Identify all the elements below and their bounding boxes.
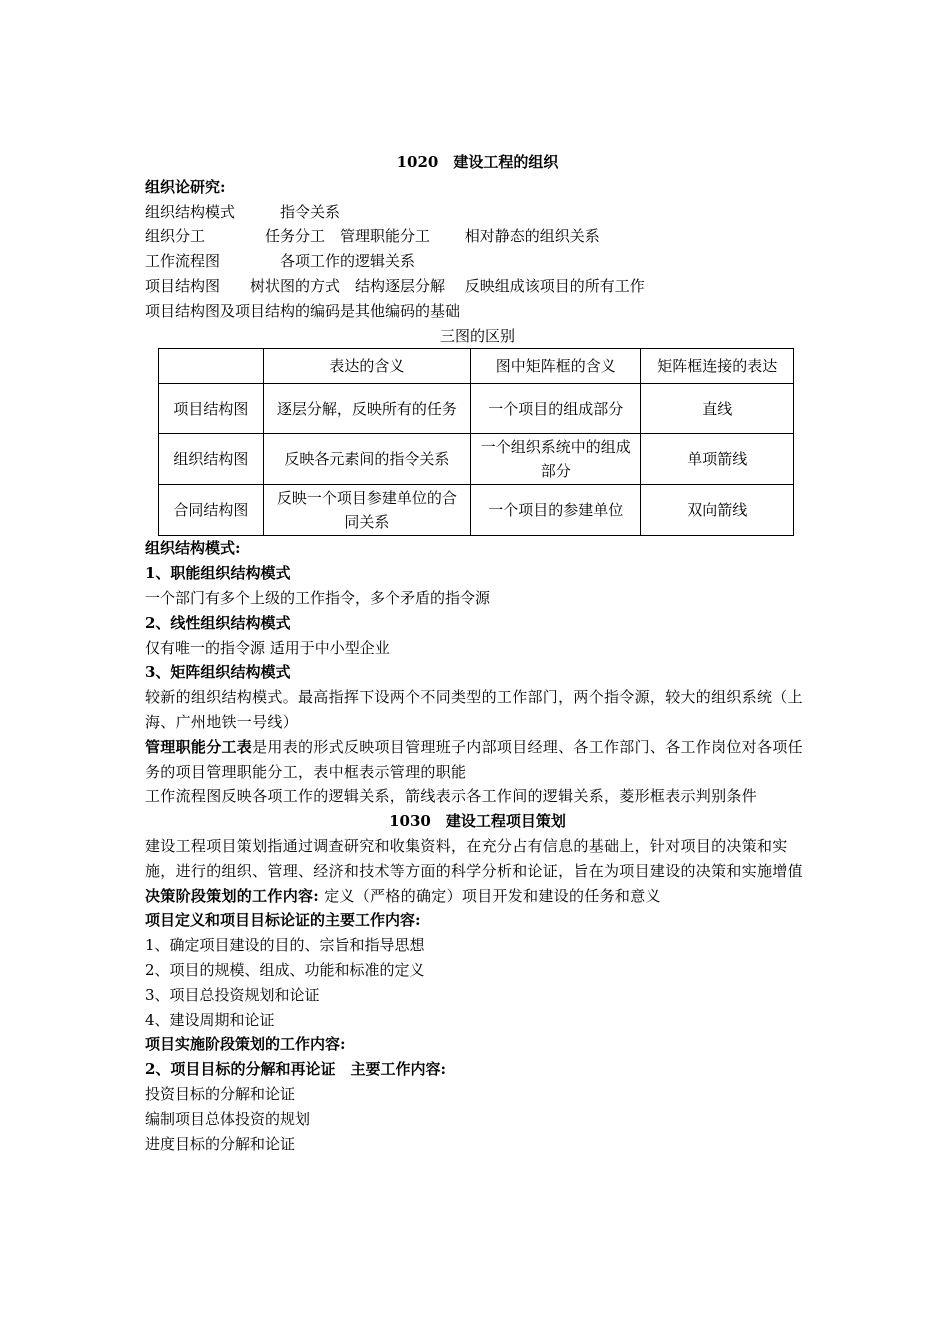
mode-title: 1、职能组织结构模式 xyxy=(145,564,291,583)
table-cell: 反映一个项目参建单位的合同关系 xyxy=(263,485,470,536)
subheading-target-decomposition: 2、项目目标的分解和再论证 主要工作内容: xyxy=(145,1060,446,1079)
list-item: 2、项目的规模、组成、功能和标准的定义 xyxy=(145,960,425,979)
table-row xyxy=(159,384,794,434)
bold-term: 决策阶段策划的工作内容: xyxy=(145,886,320,905)
table-cell: 项目结构图 xyxy=(159,384,264,434)
table-cell: 逐层分解，反映所有的任务 xyxy=(263,384,470,434)
text-line: 组织结构模式 指令关系 xyxy=(145,202,341,221)
list-item: 编制项目总体投资的规划 xyxy=(145,1109,311,1128)
table-header-row xyxy=(159,349,794,384)
table-caption: 三图的区别 xyxy=(439,326,515,345)
text-line: 项目结构图及项目结构的编码是其他编码的基础 xyxy=(145,301,461,320)
subheading-structure-modes: 组织结构模式: xyxy=(145,539,241,558)
table-header-cell xyxy=(159,349,264,384)
table-header-cell: 图中矩阵框的含义 xyxy=(471,349,641,384)
list-item: 投资目标的分解和论证 xyxy=(145,1084,296,1103)
table-cell: 双向箭线 xyxy=(641,485,794,536)
table-header-cell: 矩阵框连接的表达 xyxy=(641,349,794,384)
paragraph-text: 定义（严格的确定）项目开发和建设的任务和意义 xyxy=(319,886,661,905)
paragraph-decision-stage xyxy=(145,884,810,909)
table-cell: 合同结构图 xyxy=(159,485,264,536)
subheading-organization-theory: 组织论研究: xyxy=(145,177,226,196)
list-item: 进度目标的分解和论证 xyxy=(145,1134,296,1153)
table-cell: 单项箭线 xyxy=(641,434,794,485)
table-cell: 组织结构图 xyxy=(159,434,264,485)
text-line: 组织分工 任务分工 管理职能分工 相对静态的组织关系 xyxy=(145,227,600,246)
table-row xyxy=(159,434,794,485)
paragraph-mgmt-function-table xyxy=(145,735,810,785)
table-header-cell: 表达的含义 xyxy=(263,349,470,384)
paragraph-intro: 建设工程项目策划指通过调查研究和收集资料，在充分占有信息的基础上，针对项目的决策和实施，进行的组织、管理、经济和技术等方面的科学分析和论证，旨在为项目建设的决策和实施增值 xyxy=(145,836,803,880)
text-line: 工作流程图 各项工作的逻辑关系 xyxy=(145,252,416,271)
paragraph-workflow: 工作流程图反映各项工作的逻辑关系，箭线表示各工作间的逻辑关系，菱形框表示判别条件 xyxy=(145,787,758,806)
section-title-1020: 1020 建设工程的组织 xyxy=(396,153,559,171)
text-line: 项目结构图 树状图的方式 结构逐层分解 反映组成该项目的所有工作 xyxy=(145,276,645,295)
list-item: 4、建设周期和论证 xyxy=(145,1010,275,1029)
table-cell: 一个项目的参建单位 xyxy=(471,485,641,536)
document-page xyxy=(145,150,810,1156)
list-item: 3、项目总投资规划和论证 xyxy=(145,985,320,1004)
mode-description: 较新的组织结构模式。最高指挥下设两个不同类型的工作部门，两个指令源，较大的组织系统（上海、广州地铁一号线） xyxy=(145,688,803,731)
list-item: 1、确定项目建设的目的、宗旨和指导思想 xyxy=(145,936,425,955)
mode-title: 2、线性组织结构模式 xyxy=(145,613,291,632)
section-title-1030: 1030 建设工程项目策划 xyxy=(389,812,566,831)
table-cell: 一个项目的组成部分 xyxy=(471,384,641,434)
subheading-implementation: 项目实施阶段策划的工作内容: xyxy=(145,1035,346,1054)
mode-description: 一个部门有多个上级的工作指令，多个矛盾的指令源 xyxy=(145,588,491,607)
mode-title: 3、矩阵组织结构模式 xyxy=(145,663,291,682)
subheading-definition: 项目定义和项目目标论证的主要工作内容: xyxy=(145,911,421,930)
table-row xyxy=(159,485,794,536)
table-cell: 直线 xyxy=(641,384,794,434)
table-cell: 反映各元素间的指令关系 xyxy=(263,434,470,485)
paragraph-text: 是用表的形式反映项目管理班子内部项目经理、各工作部门、各工作岗位对各项任务的项目管理职能分工，表中框表示管理的职能 xyxy=(145,737,803,781)
mode-description: 仅有唯一的指令源 适用于中小型企业 xyxy=(145,638,390,657)
bold-term: 管理职能分工表 xyxy=(145,737,253,756)
comparison-table xyxy=(158,348,794,536)
table-cell: 一个组织系统中的组成部分 xyxy=(471,434,641,485)
